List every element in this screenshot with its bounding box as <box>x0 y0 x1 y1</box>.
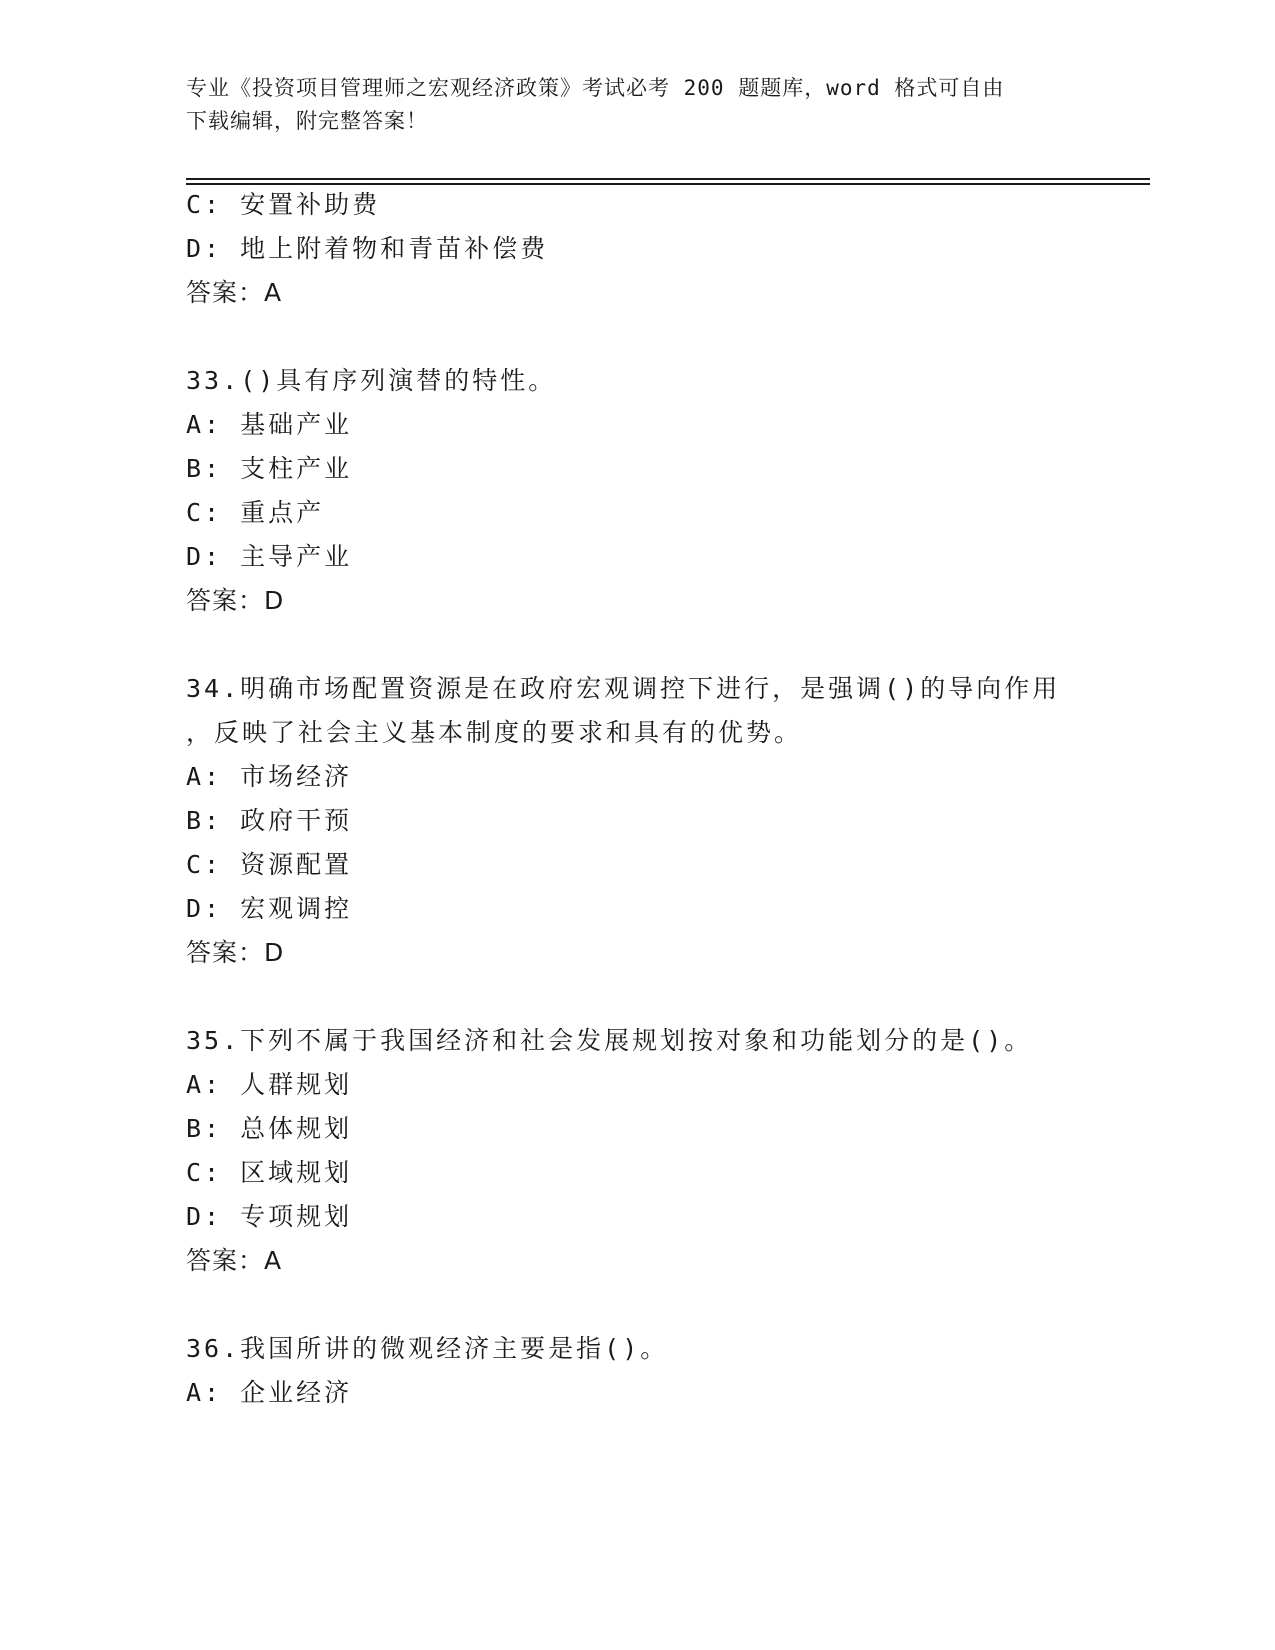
header-rule-top <box>186 178 1150 180</box>
question-stem-line-1: 34.明确市场配置资源是在政府宏观调控下进行，是强调()的导向作用 <box>186 674 1061 703</box>
option-c: C: 资源配置 <box>186 850 353 879</box>
question-stem-line-2: ，反映了社会主义基本制度的要求和具有的优势。 <box>186 718 803 747</box>
document-header <box>186 72 1066 138</box>
answer-line: 答案：D <box>186 586 285 615</box>
option-a: A: 基础产业 <box>186 410 353 439</box>
answer-line: 答案：A <box>186 1246 283 1275</box>
answer-line: 答案：D <box>186 938 285 967</box>
question-stem: 33.()具有序列演替的特性。 <box>186 366 557 395</box>
option-d: D: 专项规划 <box>186 1202 353 1231</box>
question-stem: 36.我国所讲的微观经济主要是指()。 <box>186 1334 669 1363</box>
option-a: A: 企业经济 <box>186 1378 353 1407</box>
header-line-2: 下载编辑，附完整答案！ <box>186 109 428 133</box>
option-c: C: 重点产 <box>186 498 325 527</box>
option-d: D: 地上附着物和青苗补偿费 <box>186 234 549 263</box>
option-b: B: 政府干预 <box>186 806 353 835</box>
option-d: D: 宏观调控 <box>186 894 353 923</box>
header-rule-bottom <box>186 183 1150 185</box>
option-a: A: 市场经济 <box>186 762 353 791</box>
option-c: C: 安置补助费 <box>186 190 381 219</box>
answer-line: 答案：A <box>186 278 283 307</box>
option-b: B: 总体规划 <box>186 1114 353 1143</box>
option-b: B: 支柱产业 <box>186 454 353 483</box>
header-line-1: 专业《投资项目管理师之宏观经济政策》考试必考 200 题题库，word 格式可自由 <box>186 76 1005 100</box>
option-a: A: 人群规划 <box>186 1070 353 1099</box>
option-c: C: 区域规划 <box>186 1158 353 1187</box>
option-d: D: 主导产业 <box>186 542 353 571</box>
question-stem: 35.下列不属于我国经济和社会发展规划按对象和功能划分的是()。 <box>186 1026 1033 1055</box>
